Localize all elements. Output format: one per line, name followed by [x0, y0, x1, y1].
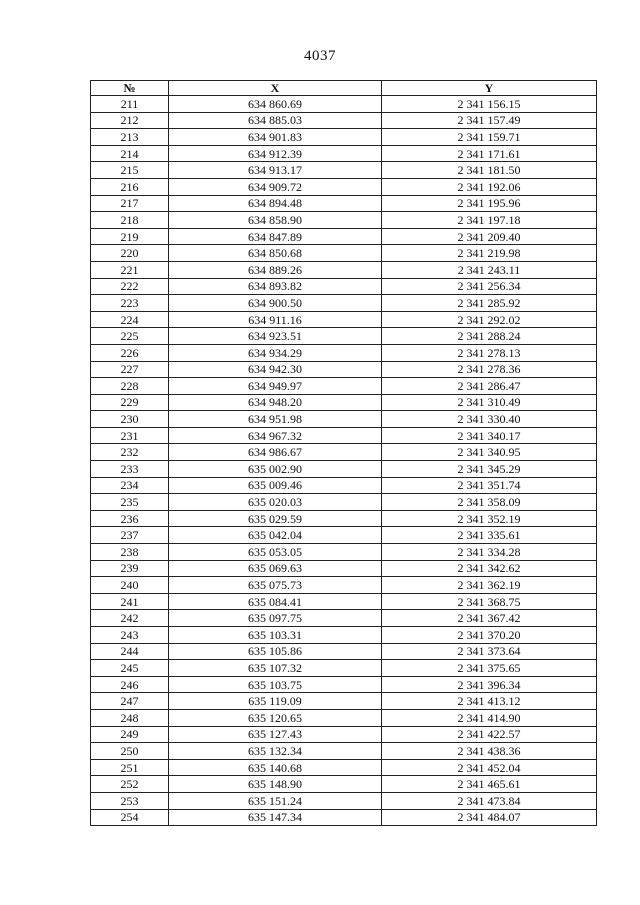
cell-x: 635 148.90	[169, 776, 382, 793]
cell-y: 2 341 484.07	[382, 809, 597, 826]
header-number: №	[91, 81, 169, 96]
cell-number: 248	[91, 709, 169, 726]
cell-number: 224	[91, 311, 169, 328]
cell-y: 2 341 195.96	[382, 195, 597, 212]
cell-x: 635 042.04	[169, 527, 382, 544]
cell-number: 239	[91, 560, 169, 577]
table-row	[91, 560, 597, 577]
cell-number: 243	[91, 627, 169, 644]
cell-y: 2 341 278.13	[382, 344, 597, 361]
cell-y: 2 341 362.19	[382, 577, 597, 594]
cell-x: 635 053.05	[169, 544, 382, 561]
cell-x: 635 120.65	[169, 709, 382, 726]
table-row	[91, 245, 597, 262]
cell-x: 635 103.75	[169, 676, 382, 693]
cell-y: 2 341 181.50	[382, 162, 597, 179]
cell-x: 634 885.03	[169, 112, 382, 129]
cell-x: 634 942.30	[169, 361, 382, 378]
cell-y: 2 341 368.75	[382, 593, 597, 610]
cell-number: 225	[91, 328, 169, 345]
cell-x: 635 132.34	[169, 743, 382, 760]
cell-x: 635 105.86	[169, 643, 382, 660]
cell-y: 2 341 375.65	[382, 660, 597, 677]
cell-y: 2 341 340.95	[382, 444, 597, 461]
cell-x: 634 889.26	[169, 261, 382, 278]
cell-number: 236	[91, 510, 169, 527]
table-row	[91, 660, 597, 677]
cell-number: 230	[91, 411, 169, 428]
cell-x: 634 986.67	[169, 444, 382, 461]
cell-y: 2 341 351.74	[382, 477, 597, 494]
table-row	[91, 295, 597, 312]
cell-number: 232	[91, 444, 169, 461]
table-row	[91, 427, 597, 444]
cell-y: 2 341 452.04	[382, 759, 597, 776]
table-row	[91, 577, 597, 594]
table-row	[91, 809, 597, 826]
cell-y: 2 341 373.64	[382, 643, 597, 660]
cell-y: 2 341 367.42	[382, 610, 597, 627]
cell-y: 2 341 335.61	[382, 527, 597, 544]
table-row	[91, 145, 597, 162]
cell-x: 635 127.43	[169, 726, 382, 743]
table-row	[91, 627, 597, 644]
table-row	[91, 162, 597, 179]
cell-x: 634 860.69	[169, 96, 382, 113]
cell-x: 635 151.24	[169, 792, 382, 809]
table-row	[91, 759, 597, 776]
cell-number: 217	[91, 195, 169, 212]
cell-number: 228	[91, 378, 169, 395]
cell-number: 252	[91, 776, 169, 793]
table-row	[91, 228, 597, 245]
cell-y: 2 341 342.62	[382, 560, 597, 577]
cell-y: 2 341 278.36	[382, 361, 597, 378]
cell-x: 635 020.03	[169, 494, 382, 511]
cell-x: 634 934.29	[169, 344, 382, 361]
cell-y: 2 341 285.92	[382, 295, 597, 312]
header-row	[91, 81, 597, 96]
table-row	[91, 743, 597, 760]
cell-y: 2 341 219.98	[382, 245, 597, 262]
cell-y: 2 341 197.18	[382, 212, 597, 229]
table-row	[91, 328, 597, 345]
cell-x: 634 894.48	[169, 195, 382, 212]
cell-x: 635 119.09	[169, 693, 382, 710]
cell-x: 634 901.83	[169, 129, 382, 146]
cell-number: 247	[91, 693, 169, 710]
table-row	[91, 477, 597, 494]
table-row	[91, 676, 597, 693]
cell-y: 2 341 414.90	[382, 709, 597, 726]
table-row	[91, 544, 597, 561]
table-row	[91, 394, 597, 411]
cell-number: 226	[91, 344, 169, 361]
cell-number: 212	[91, 112, 169, 129]
table-row	[91, 112, 597, 129]
cell-x: 634 912.39	[169, 145, 382, 162]
cell-x: 634 949.97	[169, 378, 382, 395]
cell-y: 2 341 256.34	[382, 278, 597, 295]
table-row	[91, 129, 597, 146]
table-row	[91, 378, 597, 395]
page-number: 4037	[304, 48, 336, 64]
cell-x: 635 140.68	[169, 759, 382, 776]
cell-y: 2 341 171.61	[382, 145, 597, 162]
cell-x: 634 909.72	[169, 178, 382, 195]
cell-y: 2 341 286.47	[382, 378, 597, 395]
cell-y: 2 341 156.15	[382, 96, 597, 113]
cell-number: 238	[91, 544, 169, 561]
cell-x: 634 900.50	[169, 295, 382, 312]
cell-number: 233	[91, 461, 169, 478]
table-row	[91, 593, 597, 610]
cell-x: 634 893.82	[169, 278, 382, 295]
cell-x: 634 911.16	[169, 311, 382, 328]
cell-y: 2 341 438.36	[382, 743, 597, 760]
cell-y: 2 341 422.57	[382, 726, 597, 743]
table-row	[91, 527, 597, 544]
cell-y: 2 341 352.19	[382, 510, 597, 527]
header-x: X	[169, 81, 382, 96]
cell-y: 2 341 292.02	[382, 311, 597, 328]
cell-number: 253	[91, 792, 169, 809]
cell-number: 244	[91, 643, 169, 660]
cell-x: 635 147.34	[169, 809, 382, 826]
cell-x: 634 847.89	[169, 228, 382, 245]
cell-y: 2 341 396.34	[382, 676, 597, 693]
cell-number: 251	[91, 759, 169, 776]
cell-x: 634 850.68	[169, 245, 382, 262]
cell-x: 635 075.73	[169, 577, 382, 594]
cell-number: 211	[91, 96, 169, 113]
table-row	[91, 792, 597, 809]
table-row	[91, 278, 597, 295]
cell-y: 2 341 358.09	[382, 494, 597, 511]
cell-y: 2 341 345.29	[382, 461, 597, 478]
cell-number: 220	[91, 245, 169, 262]
table-row	[91, 361, 597, 378]
cell-x: 634 923.51	[169, 328, 382, 345]
cell-x: 635 002.90	[169, 461, 382, 478]
table-row	[91, 693, 597, 710]
cell-y: 2 341 340.17	[382, 427, 597, 444]
cell-number: 219	[91, 228, 169, 245]
table-row	[91, 461, 597, 478]
cell-y: 2 341 288.24	[382, 328, 597, 345]
cell-number: 213	[91, 129, 169, 146]
cell-x: 635 103.31	[169, 627, 382, 644]
cell-y: 2 341 370.20	[382, 627, 597, 644]
table-row	[91, 261, 597, 278]
cell-number: 235	[91, 494, 169, 511]
cell-number: 249	[91, 726, 169, 743]
cell-y: 2 341 473.84	[382, 792, 597, 809]
cell-number: 234	[91, 477, 169, 494]
table-row	[91, 178, 597, 195]
table-row	[91, 510, 597, 527]
table-row	[91, 494, 597, 511]
cell-y: 2 341 157.49	[382, 112, 597, 129]
cell-y: 2 341 330.40	[382, 411, 597, 428]
cell-number: 214	[91, 145, 169, 162]
cell-x: 635 084.41	[169, 593, 382, 610]
cell-number: 254	[91, 809, 169, 826]
cell-number: 222	[91, 278, 169, 295]
table-row	[91, 726, 597, 743]
cell-number: 237	[91, 527, 169, 544]
cell-number: 250	[91, 743, 169, 760]
cell-y: 2 341 413.12	[382, 693, 597, 710]
table-row	[91, 411, 597, 428]
cell-y: 2 341 334.28	[382, 544, 597, 561]
table-row	[91, 709, 597, 726]
cell-y: 2 341 310.49	[382, 394, 597, 411]
table-row	[91, 311, 597, 328]
cell-number: 215	[91, 162, 169, 179]
table-row	[91, 643, 597, 660]
cell-x: 634 967.32	[169, 427, 382, 444]
cell-number: 227	[91, 361, 169, 378]
cell-number: 242	[91, 610, 169, 627]
cell-number: 231	[91, 427, 169, 444]
table-body	[91, 96, 597, 826]
table-header	[91, 81, 597, 96]
table-row	[91, 610, 597, 627]
cell-number: 218	[91, 212, 169, 229]
table-row	[91, 195, 597, 212]
table-row	[91, 776, 597, 793]
cell-number: 221	[91, 261, 169, 278]
cell-y: 2 341 159.71	[382, 129, 597, 146]
cell-y: 2 341 192.06	[382, 178, 597, 195]
cell-x: 635 029.59	[169, 510, 382, 527]
cell-number: 241	[91, 593, 169, 610]
cell-x: 635 107.32	[169, 660, 382, 677]
cell-number: 240	[91, 577, 169, 594]
cell-number: 246	[91, 676, 169, 693]
cell-number: 223	[91, 295, 169, 312]
table-row	[91, 444, 597, 461]
cell-x: 635 009.46	[169, 477, 382, 494]
cell-x: 634 913.17	[169, 162, 382, 179]
table-row	[91, 212, 597, 229]
cell-y: 2 341 243.11	[382, 261, 597, 278]
cell-number: 229	[91, 394, 169, 411]
table-row	[91, 96, 597, 113]
cell-y: 2 341 465.61	[382, 776, 597, 793]
table-row	[91, 344, 597, 361]
cell-x: 634 858.90	[169, 212, 382, 229]
cell-number: 245	[91, 660, 169, 677]
header-y: Y	[382, 81, 597, 96]
cell-x: 635 097.75	[169, 610, 382, 627]
cell-x: 634 951.98	[169, 411, 382, 428]
cell-number: 216	[91, 178, 169, 195]
cell-y: 2 341 209.40	[382, 228, 597, 245]
cell-x: 635 069.63	[169, 560, 382, 577]
coordinates-table	[90, 80, 597, 826]
cell-x: 634 948.20	[169, 394, 382, 411]
